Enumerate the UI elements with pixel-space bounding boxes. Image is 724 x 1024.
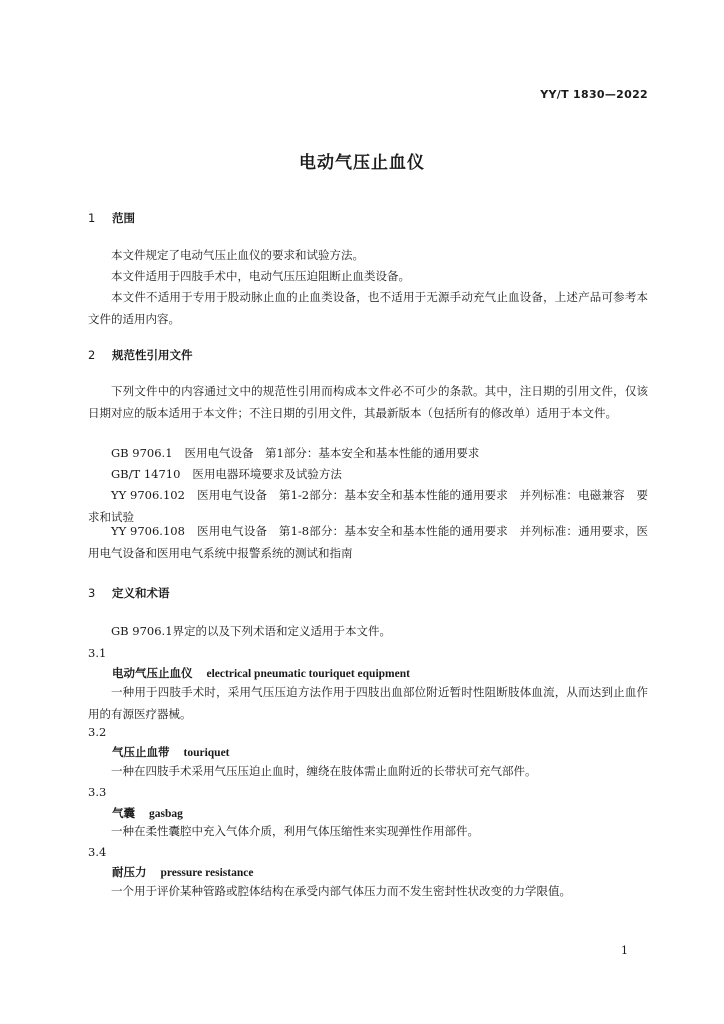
terms-intro: GB 9706.1界定的以及下列术语和定义适用于本文件。	[111, 624, 392, 638]
section-title: 定义和术语	[112, 586, 170, 600]
section-3-heading	[88, 585, 170, 601]
reference-code: YY 9706.102	[111, 488, 185, 502]
page-number: 1	[621, 944, 628, 957]
term-number: 3.1	[88, 646, 107, 660]
normative-intro: 下列文件中的内容通过文中的规范性引用而构成本文件必不可少的条款。其中，注日期的引用文件，仅该日期对应的版本适用于本文件；不注日期的引用文件，其最新版本（包括所有的修改单）适用于本文件。	[88, 384, 648, 420]
term-definition: 一个用于评价某种管路或腔体结构在承受内部气体压力而不发生密封性状改变的力学限值。	[111, 884, 571, 898]
reference-title: 医用电气设备 第1部分：基本安全和基本性能的通用要求	[184, 446, 480, 460]
term-definition: 一种在四肢手术采用气压压迫止血时，缠绕在肢体需止血附近的长带状可充气部件。	[111, 764, 537, 778]
scope-paragraph-3: 本文件不适用于专用于股动脉止血的止血类设备，也不适用于无源手动充气止血设备，上述产品可参考本文件的适用内容。	[88, 290, 648, 326]
term-cn: 耐压力	[112, 865, 147, 879]
term-heading	[112, 805, 183, 821]
reference-title: 医用电器环境要求及试验方法	[192, 467, 342, 481]
reference-code: YY 9706.108	[111, 524, 185, 538]
term-number: 3.2	[88, 725, 107, 739]
scope-paragraph-1: 本文件规定了电动气压止血仪的要求和试验方法。	[111, 248, 364, 262]
section-number: 1	[88, 211, 96, 225]
term-number: 3.4	[88, 845, 107, 859]
reference-title: 医用电气设备 第1-2部分：基本安全和基本性能的通用要求 并列标准：电磁兼容 要求和试验	[88, 488, 649, 524]
term-en: pressure resistance	[160, 867, 254, 879]
reference-item	[88, 443, 648, 465]
section-2-heading	[88, 347, 193, 363]
term-en: touriquet	[183, 747, 230, 759]
term-cn: 气压止血带	[112, 745, 170, 759]
reference-title: 医用电气设备 第1-8部分：基本安全和基本性能的通用要求 并列标准：通用要求，医用电气设备和医用电气系统中报警系统的测试和指南	[88, 524, 649, 560]
term-heading	[112, 744, 230, 760]
section-1-heading	[88, 210, 135, 226]
reference-item	[88, 464, 648, 486]
term-en: gasbag	[149, 808, 183, 820]
reference-code: GB/T 14710	[111, 467, 181, 481]
term-heading	[112, 665, 410, 681]
section-title: 范围	[112, 211, 136, 225]
term-heading	[112, 864, 253, 880]
section-number: 3	[88, 586, 96, 600]
document-title: 电动气压止血仪	[299, 153, 425, 173]
term-en: electrical pneumatic touriquet equipment	[206, 668, 410, 680]
term-cn: 电动气压止血仪	[112, 666, 193, 680]
section-title: 规范性引用文件	[112, 348, 193, 362]
term-number: 3.3	[88, 785, 107, 799]
reference-item	[88, 521, 648, 564]
standard-number: YY/T 1830—2022	[540, 88, 648, 101]
reference-code: GB 9706.1	[111, 446, 173, 460]
term-definition: 一种在柔性囊腔中充入气体介质，利用气体压缩性来实现弹性作用部件。	[111, 824, 479, 838]
scope-paragraph-2: 本文件适用于四肢手术中，电动气压压迫阻断止血类设备。	[111, 269, 410, 283]
term-cn: 气囊	[112, 806, 135, 820]
term-definition: 一种用于四肢手术时，采用气压压迫方法作用于四肢出血部位附近暂时性阻断肢体血流，从而达到止血作用的有源医疗器械。	[88, 685, 648, 721]
section-number: 2	[88, 348, 96, 362]
